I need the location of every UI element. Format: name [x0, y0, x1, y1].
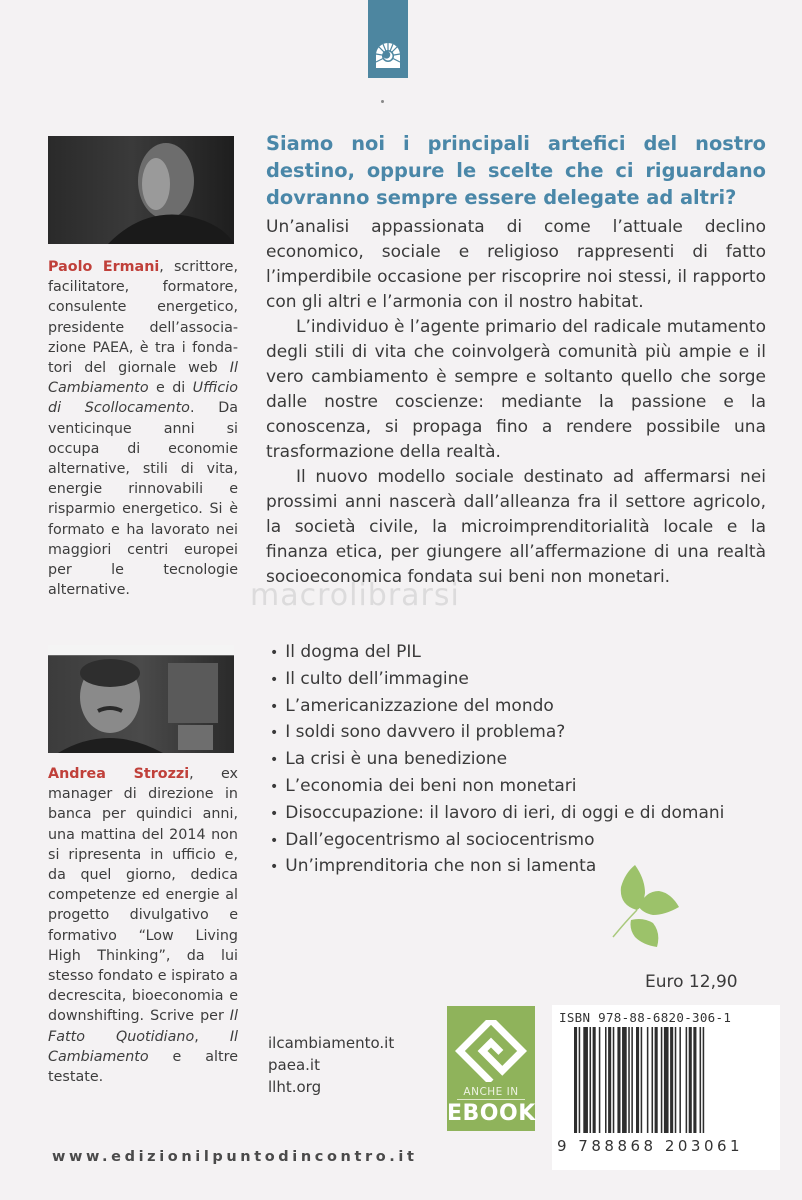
- barcode-bar: [593, 1027, 596, 1133]
- list-item: • Dall’egocentrismo al sociocentrismo: [270, 828, 724, 855]
- barcode-bar: [605, 1027, 607, 1133]
- sun-moon-arch-icon: [373, 40, 403, 70]
- watermark-logo: macrolibrarsi: [250, 578, 460, 613]
- link-ilcambiamento[interactable]: ilcambiamento.it: [268, 1034, 395, 1052]
- paragraph: Un’analisi appassionata di come l’attuale declino economico, sociale e religioso rappresenti di fatto l’imperdibile occasione per riscoprire noi stessi, il rapporto con gli altri e l’armonia con il nostro habitat.: [266, 217, 766, 312]
- barcode-icon: [574, 1027, 754, 1137]
- website-links: [268, 1032, 394, 1098]
- barcode-bar: [670, 1027, 673, 1133]
- barcode-bar: [647, 1027, 649, 1133]
- barcode-bar: [700, 1027, 702, 1133]
- paragraph: L’individuo è l’agente primario del radicale mutamento degli stili di vita che coinvolgerà comunità più ampie e il vero cambiamento è sempre e soltanto quello che sorge dalle nostre coscienze: mediante la passione e la conoscenza, si propaga fino a rendere possibile una trasformazione della realtà.: [266, 317, 766, 462]
- price: Euro 12,90: [645, 972, 738, 992]
- barcode-bar: [608, 1027, 611, 1133]
- barcode-bar: [655, 1027, 658, 1133]
- author-bio-andrea-strozzi: Andrea Strozzi, ex manager di direzione in banca per quindici anni, una mattina del 2014 non si ripresenta in ufficio e, da quel giorno, dedica competenze ed energie al progetto divulgativo e formativo “Low Living High Thinking”, da lui stesso fondato e ispirato a decrescita, bioeconomia e downshifting. Scrive per Il Fatto Quotidiano, Il Cambiamento e altre testate.: [48, 766, 239, 1086]
- barcode-bar: [631, 1027, 633, 1133]
- author-photo-paolo-ermani: [48, 136, 234, 244]
- barcode-bar: [679, 1027, 681, 1133]
- author-photo-andrea-strozzi: [48, 645, 234, 753]
- list-item: • L’americanizzazione del mondo: [270, 694, 724, 721]
- barcode-bar: [574, 1027, 577, 1133]
- list-item: • Il dogma del PIL: [270, 640, 724, 667]
- barcode-bar: [636, 1027, 639, 1133]
- barcode-bar: [675, 1027, 677, 1133]
- ebook-e-icon: [455, 1020, 527, 1082]
- list-item: • I soldi sono davvero il problema?: [270, 720, 724, 747]
- barcode-bar: [628, 1027, 630, 1133]
- list-item: • Disoccupazione: il lavoro di ieri, di oggi e di domani: [270, 801, 724, 828]
- barcode-bar: [652, 1027, 654, 1133]
- ebook-badge: [447, 1006, 535, 1131]
- barcode-bar: [622, 1027, 627, 1133]
- list-item: • L’economia dei beni non monetari: [270, 774, 724, 801]
- barcode-bar: [661, 1027, 663, 1133]
- green-leaves-icon: [605, 865, 685, 950]
- barcode-bar: [664, 1027, 669, 1133]
- author-name: Paolo Ermani: [48, 259, 160, 275]
- barcode-bar: [641, 1027, 643, 1133]
- author-name: Andrea Strozzi: [48, 766, 190, 782]
- list-item: • Un’imprenditoria che non si lamenta: [270, 854, 724, 881]
- isbn-barcode-block: [552, 1005, 780, 1170]
- publisher-website[interactable]: www.edizionilpuntodincontro.it: [52, 1149, 418, 1165]
- barcode-digits: 9 788868 203061: [557, 1137, 744, 1155]
- barcode-bar: [590, 1027, 592, 1133]
- barcode-bar: [579, 1027, 581, 1133]
- publisher-logo: [368, 0, 408, 78]
- isbn-number: ISBN 978-88-6820-306-1: [559, 1010, 732, 1025]
- topics-list: [270, 640, 724, 881]
- barcode-bar: [617, 1027, 620, 1133]
- barcode-bar: [689, 1027, 692, 1133]
- barcode-bar: [599, 1027, 601, 1133]
- list-item: • La crisi è una benedizione: [270, 747, 724, 774]
- link-paea[interactable]: paea.it: [268, 1056, 320, 1074]
- barcode-bar: [613, 1027, 615, 1133]
- ebook-badge-line1: ANCHE IN: [463, 1086, 519, 1098]
- link-llht[interactable]: llht.org: [268, 1078, 322, 1096]
- barcode-bar: [686, 1027, 688, 1133]
- paragraph: Il nuovo modello sociale destinato ad affermarsi nei prossimi anni nascerà dall’alleanza fra il settore agricolo, la società civile, la microimprenditorialità locale e la finanza etica, per giungere all’affermazione di una realtà socioeconomica fondata sui beni non monetari.: [266, 467, 766, 587]
- list-item: • Il culto dell’immagine: [270, 667, 724, 694]
- barcode-bar: [583, 1027, 588, 1133]
- print-speck: [381, 100, 384, 103]
- barcode-bar: [693, 1027, 696, 1133]
- headline: Siamo noi i principali artefici del nostro destino, oppure le scelte che ci riguardano dovranno sempre essere delegate ad altri?: [266, 132, 766, 209]
- ebook-badge-line2: EBOOK: [447, 1101, 536, 1126]
- author-bio-paolo-ermani: Paolo Ermani, scrittore, facilitatore, formatore, consulente energetico, presidente dell’associazione PAEA, è tra i fondatori del giornale web Il Cambiamento e di Ufficio di Scollocamento. Da venticinque anni si occupa di economie alternative, stili di vita, energie rinnovabili e risparmio energetico. Si è formato e ha lavorato nei maggiori centri europei per le tecnologie alternative.: [48, 259, 238, 599]
- barcode-bar: [703, 1027, 705, 1133]
